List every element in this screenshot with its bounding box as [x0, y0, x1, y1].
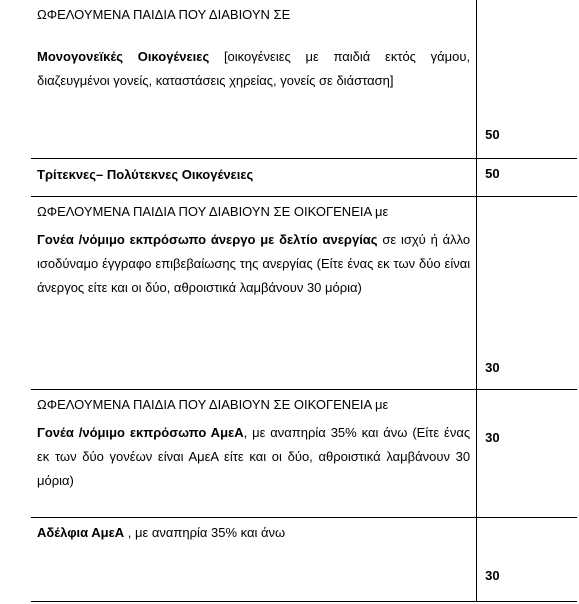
criterion-bold-text: Μονογονεϊκές Οικογένειες [37, 49, 210, 64]
criterion-normal-text: , με αναπηρία 35% και άνω [124, 524, 286, 540]
criterion-cell [31, 196, 477, 389]
criterion-description [37, 228, 470, 300]
criterion-bold-text: Γονέα /νόμιμο εκπρόσωπο άνεργο με δελτίο ανεργίας [37, 231, 378, 247]
criterion-normal-text: [οικογένειες με παιδιά εκτός γάμου, διαζευγμένοι γονείς, καταστάσεις χηρείας, γονείς σε διάσταση] [37, 49, 471, 88]
criterion-bold-text: Γονέα /νόμιμο εκπρόσωπο ΑμεΑ [37, 424, 244, 440]
criterion-cell [31, 158, 477, 196]
criterion-bold-text: Αδέλφια ΑμεΑ [37, 524, 125, 540]
criteria-table [31, 0, 577, 602]
points-cell [477, 389, 577, 517]
criterion-cell [31, 517, 477, 601]
criterion-cell [31, 389, 477, 517]
points-value: 50 [485, 126, 500, 142]
criterion-bold-text: Τρίτεκνες– Πολύτεκνες Οικογένειες [37, 166, 254, 182]
criteria-row [31, 196, 577, 389]
criterion-normal-text: σε ισχύ ή άλλο ισοδύναμο έγγραφο επιβεβαίωσης της ανεργίας (Είτε ένας εκ των δύο είναι άνεργος είτε και οι δύο, αθροιστικά λαμβάνουν 30 μόρια) [37, 231, 471, 295]
criterion-heading: ΩΦΕΛΟΥΜΕΝΑ ΠΑΙΔΙΑ ΠΟΥ ΔΙΑΒΙΟΥΝ ΣΕ ΟΙΚΟΓΕΝΕΙΑ με [37, 203, 389, 219]
points-value: 50 [485, 165, 500, 181]
points-value: 30 [485, 429, 500, 445]
points-cell [477, 0, 577, 158]
criteria-row [31, 158, 577, 196]
criteria-row [31, 0, 577, 158]
points-cell [477, 196, 577, 389]
points-cell [477, 517, 577, 601]
criterion-cell [31, 0, 477, 158]
criterion-normal-text: , με αναπηρία 35% και άνω (Είτε ένας εκ των δύο γονέων είναι ΑμεΑ είτε και οι δύο, αθροιστικά λαμβάνουν 30 μόρια) [37, 424, 471, 488]
criteria-row [31, 389, 577, 517]
criterion-description [37, 524, 470, 541]
criterion-description [37, 45, 470, 93]
criterion-heading: ΩΦΕΛΟΥΜΕΝΑ ΠΑΙΔΙΑ ΠΟΥ ΔΙΑΒΙΟΥΝ ΣΕ ΟΙΚΟΓΕΝΕΙΑ με [37, 396, 389, 412]
points-value: 30 [485, 567, 500, 583]
criterion-description [37, 421, 470, 493]
points-value: 30 [485, 359, 500, 375]
criterion-heading: ΩΦΕΛΟΥΜΕΝΑ ΠΑΙΔΙΑ ΠΟΥ ΔΙΑΒΙΟΥΝ ΣΕ [37, 7, 291, 22]
criteria-row [31, 517, 577, 601]
points-cell [477, 158, 577, 196]
